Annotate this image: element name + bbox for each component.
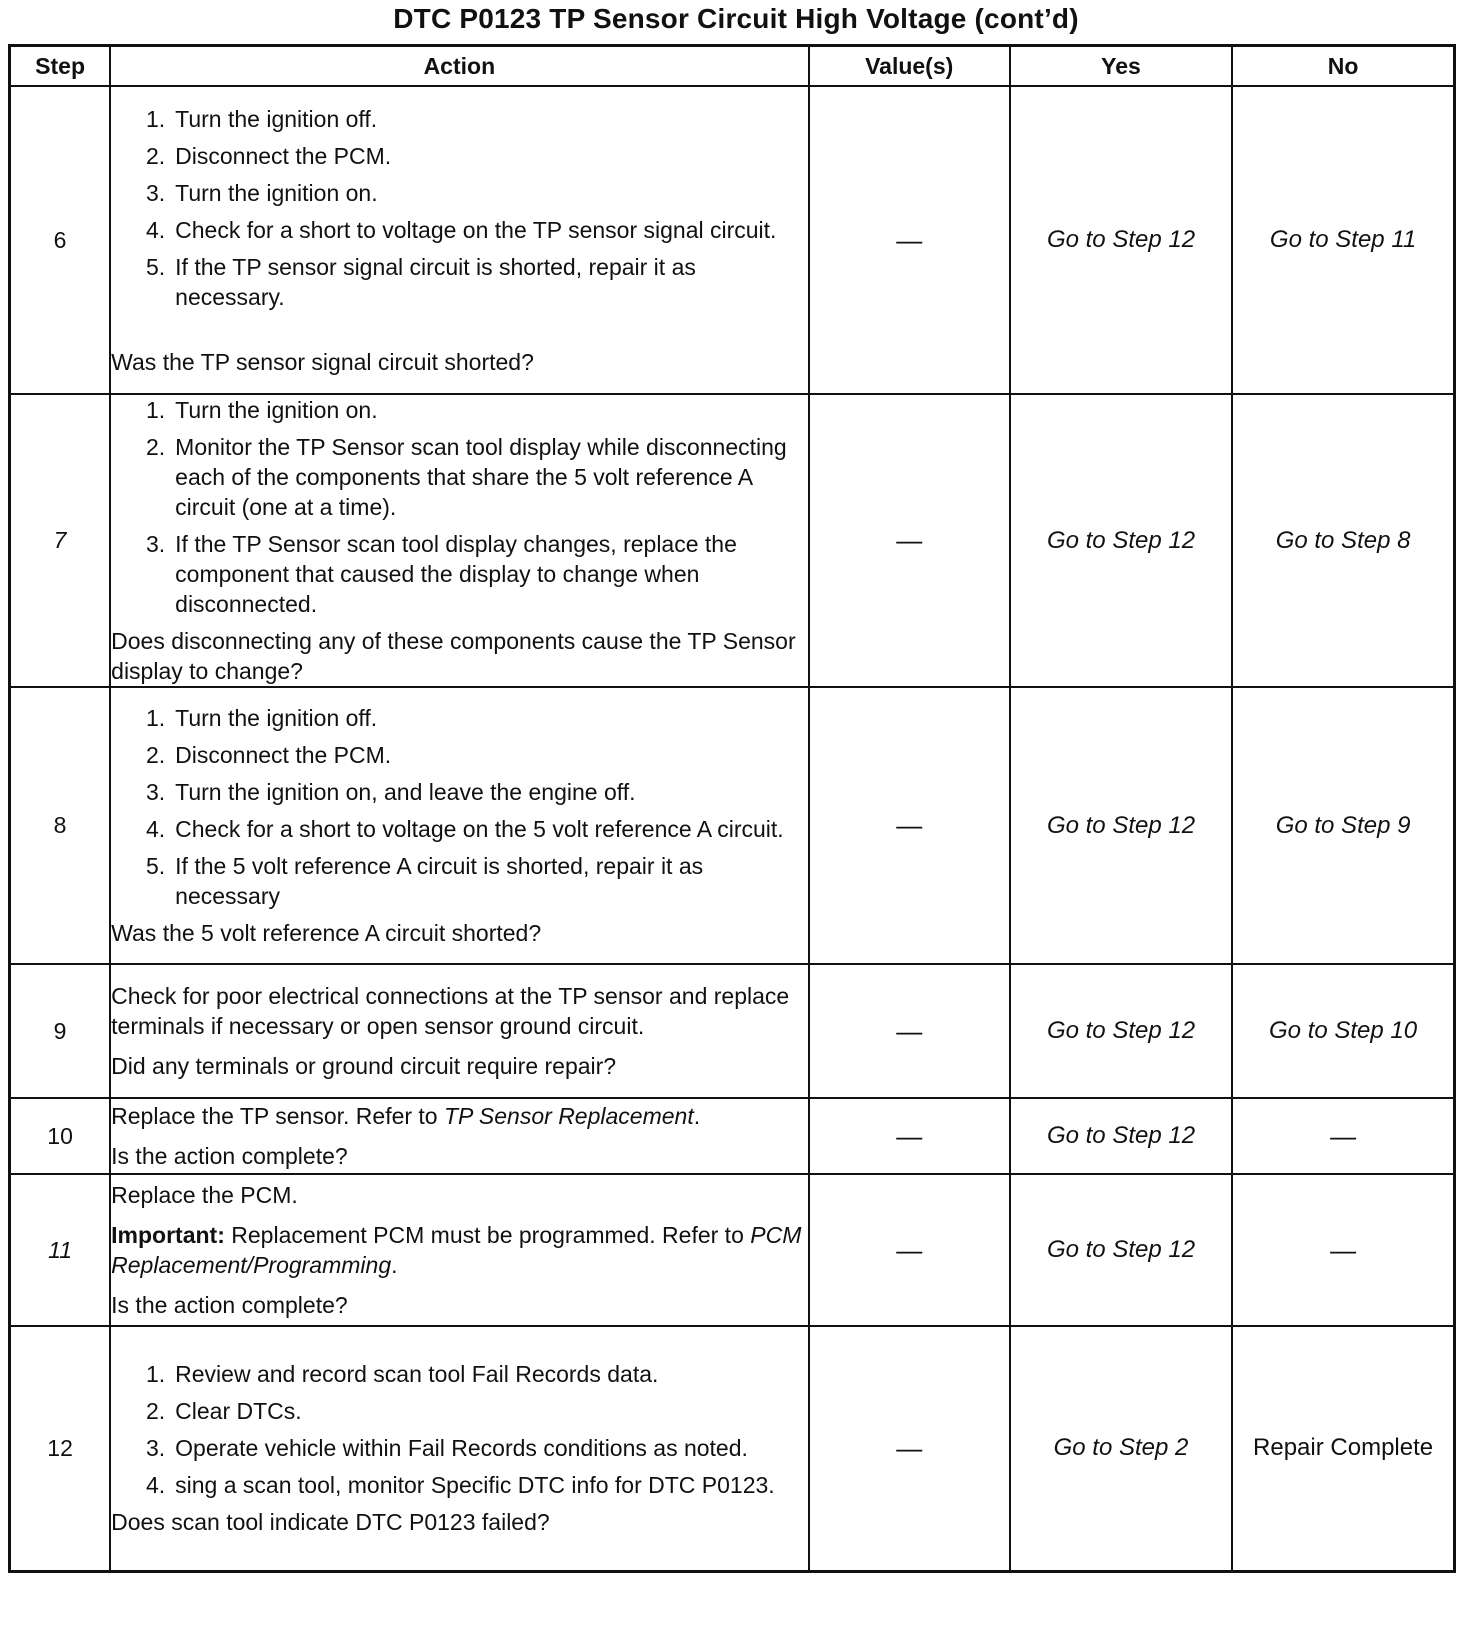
no-cell: Go to Step 8 [1232, 394, 1454, 687]
list-item: 3. Turn the ignition on. [145, 179, 378, 206]
value-cell: — [809, 86, 1010, 394]
value-cell: — [809, 394, 1010, 687]
list-item: 3. If the TP Sensor scan tool display changes, replace the component that caused the display to change when disconnected. [145, 531, 737, 617]
no-cell: — [1232, 1098, 1454, 1174]
action-cell [110, 1326, 808, 1571]
list-item: 4. Check for a short to voltage on the 5 volt reference A circuit. [145, 816, 784, 842]
no-cell: Go to Step 11 [1232, 86, 1454, 394]
value-cell: — [809, 1326, 1010, 1571]
list-item: 1. Review and record scan tool Fail Records data. [145, 1361, 659, 1388]
yes-cell: Go to Step 2 [1010, 1326, 1232, 1571]
action-question: Is the action complete? [111, 1292, 348, 1318]
step-number: 10 [10, 1098, 111, 1174]
list-item: 2. Monitor the TP Sensor scan tool display while disconnecting each of the components that share the 5 volt reference A circuit (one at a time). [145, 434, 787, 520]
header-step: Step [10, 46, 111, 87]
list-item: 3. Operate vehicle within Fail Records conditions as noted. [145, 1435, 748, 1462]
action-cell [110, 964, 808, 1098]
list-item: 2. Disconnect the PCM. [145, 142, 392, 169]
yes-cell: Go to Step 12 [1010, 394, 1232, 687]
no-cell: Go to Step 10 [1232, 964, 1454, 1098]
table-row-step-7 [10, 394, 1455, 687]
table-row-step-12 [10, 1326, 1455, 1571]
step-number: 7 [10, 394, 111, 687]
value-cell: — [809, 964, 1010, 1098]
reference-link: TP Sensor Replacement [444, 1103, 694, 1129]
table-row-step-11 [10, 1174, 1455, 1326]
action-cell [110, 86, 808, 394]
header-action: Action [110, 46, 808, 87]
action-text: Replace the PCM. [111, 1182, 298, 1208]
no-cell: Repair Complete [1232, 1326, 1454, 1571]
value-cell: — [809, 1098, 1010, 1174]
action-question: Does scan tool indicate DTC P0123 failed? [111, 1509, 550, 1536]
value-cell: — [809, 687, 1010, 964]
list-item: 1. Turn the ignition off. [145, 705, 378, 731]
yes-cell: Go to Step 12 [1010, 86, 1232, 394]
step-number: 8 [10, 687, 111, 964]
important-note: Important: Replacement PCM must be programmed. Refer to PCM Replacement/Programming. [111, 1222, 802, 1278]
action-question: Was the TP sensor signal circuit shorted? [111, 348, 534, 375]
header-no: No [1232, 46, 1454, 87]
yes-cell: Go to Step 12 [1010, 964, 1232, 1098]
list-item: 5. If the TP sensor signal circuit is shorted, repair it as necessary. [145, 253, 696, 310]
yes-cell: Go to Step 12 [1010, 687, 1232, 964]
list-item: 1. Turn the ignition on. [145, 397, 378, 423]
list-item: 3. Turn the ignition on, and leave the engine off. [145, 779, 636, 805]
step-number: 9 [10, 964, 111, 1098]
list-item: 5. If the 5 volt reference A circuit is shorted, repair it as necessary [145, 853, 704, 909]
list-item: 1. Turn the ignition off. [145, 105, 378, 132]
no-cell: — [1232, 1174, 1454, 1326]
action-text: Check for poor electrical connections at the TP sensor and replace terminals if necessary or open sensor ground circuit. [111, 983, 790, 1039]
step-number: 11 [10, 1174, 111, 1326]
value-cell: — [809, 1174, 1010, 1326]
action-text: Replace the TP sensor. Refer to TP Sensor Replacement. [111, 1103, 701, 1129]
list-item: 4. sing a scan tool, monitor Specific DTC info for DTC P0123. [145, 1472, 775, 1499]
header-yes: Yes [1010, 46, 1232, 87]
page-title: DTC P0123 TP Sensor Circuit High Voltage (cont’d) [393, 3, 1079, 34]
yes-cell: Go to Step 12 [1010, 1098, 1232, 1174]
diagnostic-table [8, 44, 1456, 1573]
action-cell [110, 1098, 808, 1174]
table-row-step-10 [10, 1098, 1455, 1174]
list-item: 4. Check for a short to voltage on the TP sensor signal circuit. [145, 216, 777, 243]
table-row-step-6 [10, 86, 1455, 394]
action-question: Does disconnecting any of these components cause the TP Sensor display to change? [111, 628, 796, 684]
step-number: 12 [10, 1326, 111, 1571]
action-cell [110, 1174, 808, 1326]
action-question: Did any terminals or ground circuit require repair? [111, 1053, 617, 1079]
action-question: Was the 5 volt reference A circuit shorted? [111, 920, 542, 946]
header-values: Value(s) [809, 46, 1010, 87]
action-cell [110, 394, 808, 687]
list-item: 2. Disconnect the PCM. [145, 742, 392, 768]
list-item: 2. Clear DTCs. [145, 1398, 302, 1425]
table-header-row [10, 46, 1455, 87]
reference-link: PCM Replacement/Programming [111, 1222, 802, 1278]
action-question: Is the action complete? [111, 1143, 348, 1169]
action-cell [110, 687, 808, 964]
table-row-step-9 [10, 964, 1455, 1098]
no-cell: Go to Step 9 [1232, 687, 1454, 964]
yes-cell: Go to Step 12 [1010, 1174, 1232, 1326]
table-row-step-8 [10, 687, 1455, 964]
step-number: 6 [10, 86, 111, 394]
